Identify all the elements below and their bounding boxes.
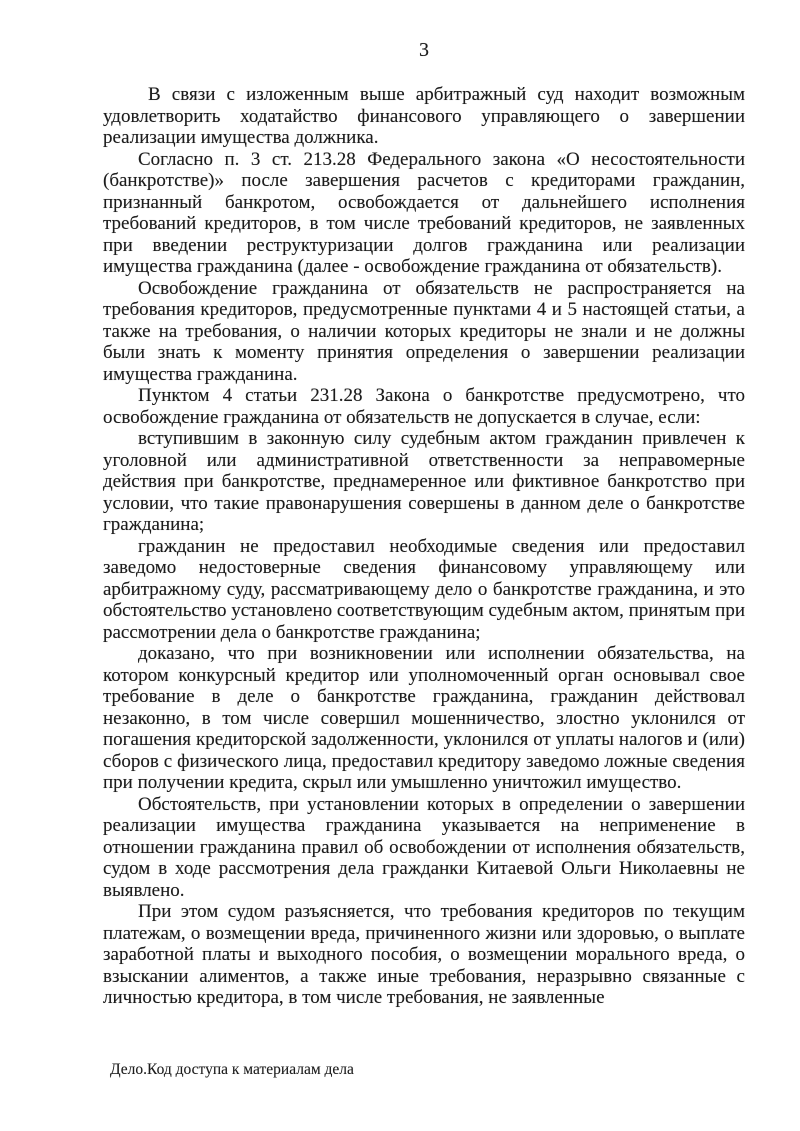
paragraph: гражданин не предоставил необходимые сведения или предоставил заведомо недостоверные сведения финансовому управляющему или арбитражному суду, рассматривающему дело о банкротстве гражданина, и это обстоятельство установлено соответствующим судебным актом, принятым при рассмотрении дела о банкротстве гражданина; xyxy=(103,535,746,643)
paragraph: Освобождение гражданина от обязательств не распространяется на требования кредиторов, предусмотренные пунктами 4 и 5 настоящей статьи, а также на требования, о наличии которых кредиторы не знали и не должны были знать к моменту принятия определения о завершении реализации имущества гражданина. xyxy=(103,277,745,385)
paragraph: Согласно п. 3 ст. 213.28 Федерального закона «О несостоятельности (банкротстве)» после завершения расчетов с кредиторами гражданин, признанный банкротом, освобождается от дальнейшего исполнения требований кредиторов, в том числе требований кредиторов, не заявленных при введении реструктуризации долгов гражданина или реализации имущества гражданина (далее - освобождение гражданина от обязательств). xyxy=(103,148,745,277)
paragraph: Обстоятельств, при установлении которых в определении о завершении реализации имущества гражданина указывается на неприменение в отношении гражданина правил об освобождении от исполнения обязательств, судом в ходе рассмотрения дела гражданки Китаевой Ольги Николаевны не выявлено. xyxy=(103,793,745,901)
case-access-footer-label: Дело.Код доступа к материалам дела xyxy=(110,1061,354,1078)
paragraph: доказано, что при возникновении или исполнении обязательства, на котором конкурсный кредитор или уполномоченный орган основывал свое требование в деле о банкротстве гражданина, гражданин действовал незаконно, в том числе совершил мошенничество, злостно уклонился от погашения кредиторской задолженности, уклонился от уплаты налогов и (или) сборов с физического лица, предоставил кредитору заведомо ложные сведения при получении кредита, скрыл или умышленно уничтожил имущество. xyxy=(103,643,745,793)
paragraph: вступившим в законную силу судебным актом гражданин привлечен к уголовной или административной ответственности за неправомерные действия при банкротстве, преднамеренное или фиктивное банкротство при условии, что такие правонарушения совершены в данном деле о банкротстве гражданина; xyxy=(103,428,745,535)
page-number: 3 xyxy=(419,39,429,61)
paragraph: В связи с изложенным выше арбитражный суд находит возможным удовлетворить ходатайство финансового управляющего о завершении реализации имущества должника. xyxy=(103,84,745,148)
paragraph: Пунктом 4 статьи 231.28 Закона о банкротстве предусмотрено, что освобождение гражданина от обязательств не допускается в случае, если: xyxy=(103,385,745,428)
document-text-block xyxy=(103,84,745,1009)
paragraph: При этом судом разъясняется, что требования кредиторов по текущим платежам, о возмещении вреда, причиненного жизни или здоровью, о выплате заработной платы и выходного пособия, о возмещении морального вреда, о взыскании алиментов, а также иные требования, неразрывно связанные с личностью кредитора, в том числе требования, не заявленные xyxy=(103,901,745,1008)
